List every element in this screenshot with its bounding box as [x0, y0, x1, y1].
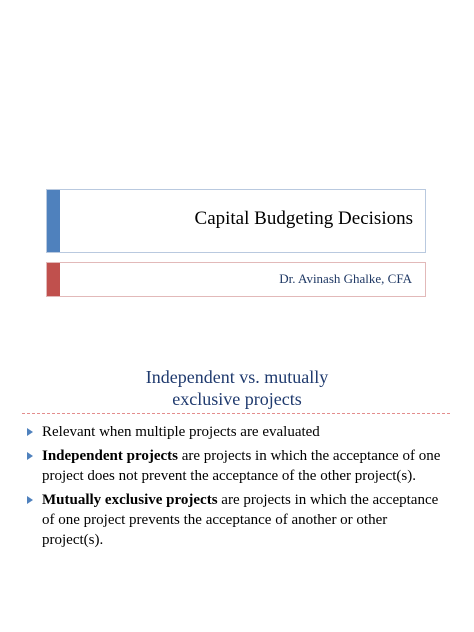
bullet-arrow-icon — [27, 496, 33, 504]
bullet-arrow-icon — [27, 428, 33, 436]
heading-line-2: exclusive projects — [172, 389, 302, 409]
bullet-text: are projects in which the acceptance of one project does not prevent the acceptance of the other project(s). — [42, 448, 441, 484]
bullet-item — [26, 490, 446, 550]
heading-divider — [22, 413, 450, 414]
heading-line-1: Independent vs. mutually — [145, 367, 329, 387]
slide-heading — [0, 366, 474, 410]
slide-title: Capital Budgeting Decisions — [194, 208, 413, 229]
title-accent-bar — [47, 190, 60, 252]
bullet-text: are projects in which the acceptance of one project prevents the acceptance of another or other project(s). — [42, 492, 439, 548]
bullet-arrow-icon — [27, 452, 33, 460]
content-slide — [0, 316, 474, 632]
subtitle-box — [46, 262, 426, 297]
bullet-list — [26, 422, 446, 554]
bullet-item — [26, 422, 446, 442]
title-box — [46, 189, 426, 253]
bullet-bold-text: Mutually exclusive projects — [42, 492, 218, 508]
slide-subtitle: Dr. Avinash Ghalke, CFA — [279, 271, 412, 286]
bullet-bold-text: Independent projects — [42, 448, 178, 464]
bullet-text: Relevant when multiple projects are evaluated — [42, 424, 320, 440]
bullet-item — [26, 446, 446, 486]
subtitle-accent-bar — [47, 263, 60, 296]
